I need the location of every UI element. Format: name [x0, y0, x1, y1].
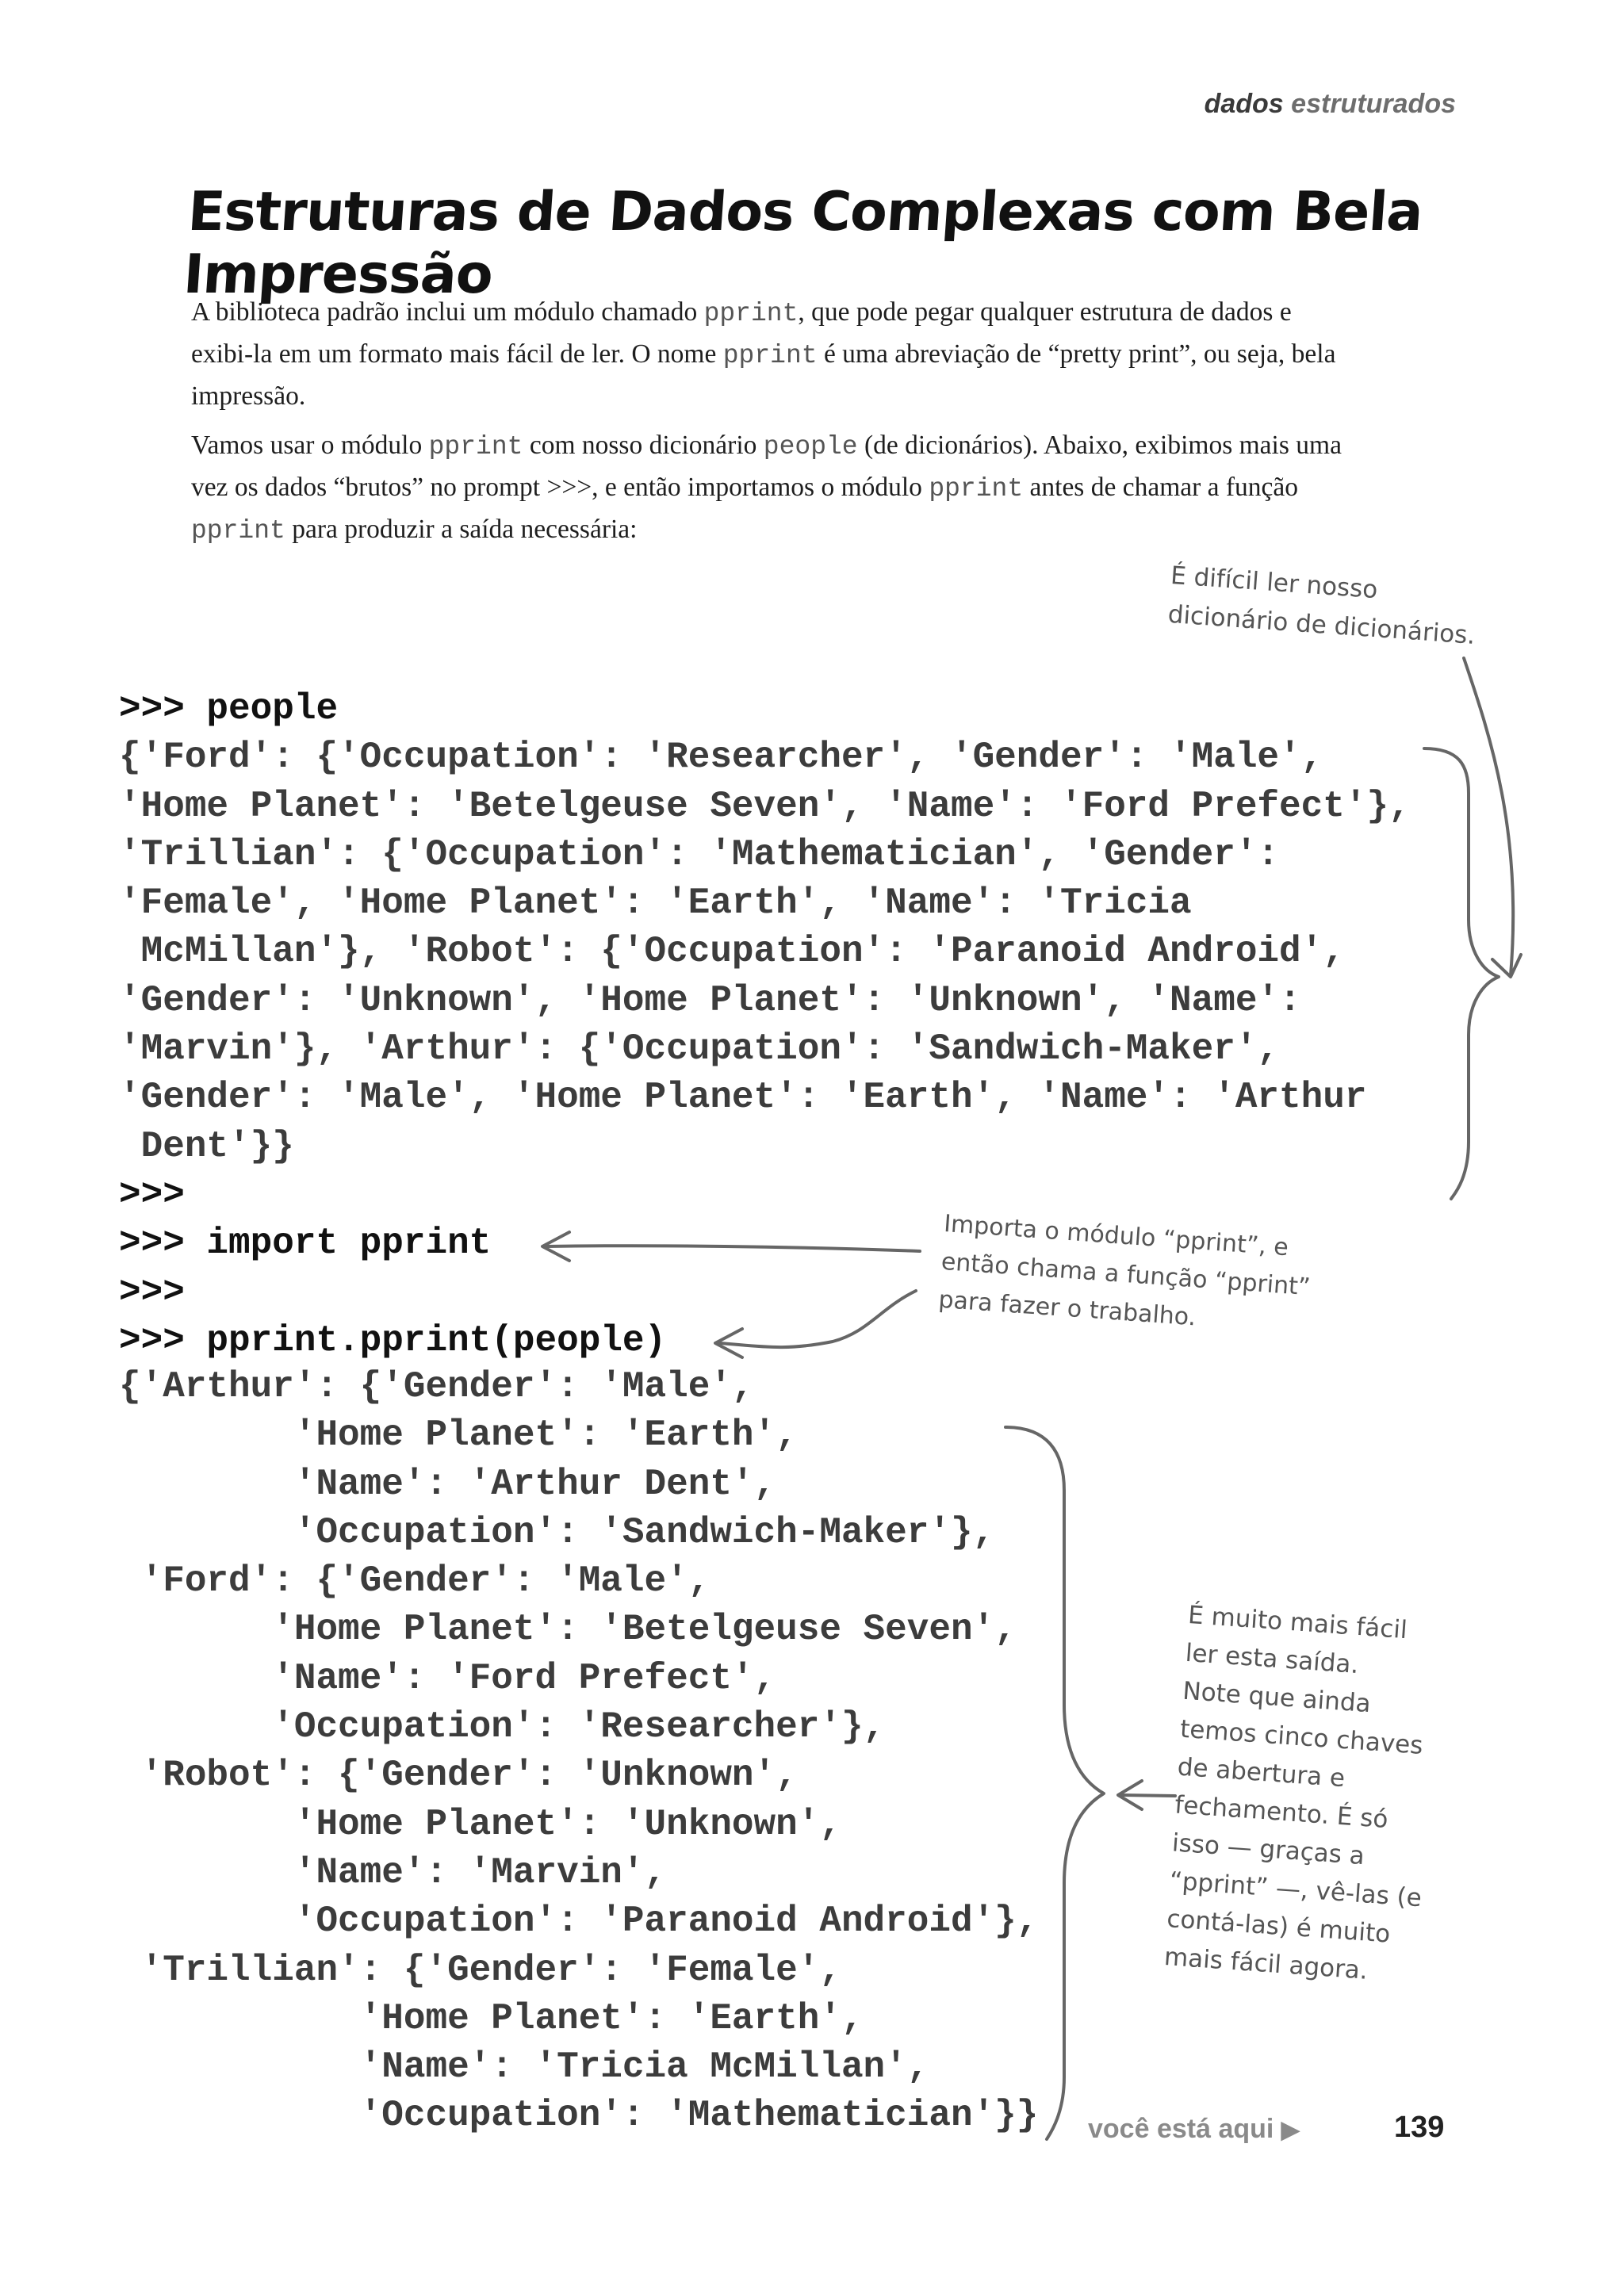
section-header-light: estruturados: [1291, 89, 1456, 119]
hard-note-arrow-line: [1464, 658, 1513, 975]
section-header-bold: dados: [1204, 89, 1284, 119]
pprint-call-line: >>> pprint.pprint(people): [119, 1319, 667, 1361]
page-number: 139: [1394, 2111, 1445, 2144]
para1-code-1: pprint: [703, 299, 799, 328]
prompt-people: >>> people: [119, 688, 339, 729]
footer-you-are-here: [1088, 2114, 1300, 2145]
annotation-easier: É muito mais fácil ler esta saída. Note que ainda temos cinco chaves de abertura e fechamento. É só isso — graças a “pprint” —, vê-las (e contá-las) é muito mais fácil agora.: [1162, 1600, 1424, 1985]
para2-text-5: para produzir a saída necessária:: [285, 515, 638, 544]
para2-code-2: people: [763, 432, 858, 461]
page-title: Estruturas de Dados Complexas com Bela Impressão: [181, 181, 1425, 306]
annotation-hard-to-read: É difícil ler nosso dicionário de dicionários.: [1166, 561, 1477, 650]
para2-code-4: pprint: [191, 516, 285, 545]
easy-note-arrow-line: [1122, 1795, 1175, 1796]
import-pprint-line: >>> import pprint: [119, 1223, 492, 1265]
para1-text-1: A biblioteca padrão inclui um módulo chamado: [191, 297, 704, 327]
pretty-dict-output: {'Arthur': {'Gender': 'Male', 'Home Planet': 'Earth', 'Name': 'Arthur Dent', 'Occupation': 'Sandwich-Maker'}, 'Ford': {'Gender': 'Male', 'Home Planet': 'Betelgeuse Seven', 'Name': 'Ford Prefect', 'Occupation': 'Researcher'}, 'Robot': {'Gender': 'Unknown', 'Home Planet': 'Unknown', 'Name': 'Marvin', 'Occupation': 'Paranoid Android'}, 'Trillian': {'Gender': 'Female', 'Home Planet': 'Earth', 'Name': 'Tricia McMillan', 'Occupation': 'Mathematician'}}: [119, 1366, 1039, 2137]
annotation-import: Importa o módulo “pprint”, e então chama a função “pprint” para fazer o trabalho.: [937, 1209, 1312, 1332]
triangle-right-icon: ▶: [1281, 2117, 1300, 2143]
footer-you-are-here-text: você está aqui: [1088, 2114, 1274, 2144]
import-arrow-line: [547, 1246, 920, 1251]
raw-dict-output: {'Ford': {'Occupation': 'Researcher', 'Gender': 'Male', 'Home Planet': 'Betelgeuse Seven', 'Name': 'Ford Prefect'}, 'Trillian': {'Occupation': 'Mathematician', 'Gender': 'Female', 'Home Planet': 'Earth', 'Name': 'Tricia McMillan'}, 'Robot': {'Occupation': 'Paranoid Android', 'Gender': 'Unknown', 'Home Planet': 'Unknown', 'Name': 'Marvin'}, 'Arthur': {'Occupation': 'Sandwich-Maker', 'Gender': 'Male', 'Home Planet': 'Earth', 'Name': 'Arthur Dent'}}: [119, 737, 1411, 1167]
para2-text-3: (de dicionários). Abaixo, exibimos mais uma vez os dados “brutos” no prompt >>>, e então importamos o módulo: [191, 431, 1342, 502]
para2-text-1: Vamos usar o módulo: [191, 431, 429, 460]
para2-code-3: pprint: [929, 474, 1024, 503]
para2-text-4: antes de chamar a função: [1023, 473, 1299, 502]
empty-prompt-1: >>>: [119, 1173, 185, 1215]
empty-prompt-2: >>>: [119, 1271, 185, 1313]
raw-output-brace: [1424, 748, 1499, 1199]
hard-note-arrow-head: [1492, 955, 1521, 977]
para1-text-3: é uma abreviação de “pretty print”, ou seja, bela impressão.: [191, 339, 1336, 411]
para2-text-2: com nosso dicionário: [523, 431, 764, 460]
para1-code-2: pprint: [722, 341, 818, 370]
para1-text-2: , que pode pegar qualquer estrutura de dados e exibi-la em um formato mais fácil de ler. O nome: [191, 297, 1292, 369]
pretty-output-brace: [1005, 1427, 1104, 2139]
para2-code-1: pprint: [428, 432, 523, 461]
pprint-arrow-line: [720, 1291, 916, 1347]
